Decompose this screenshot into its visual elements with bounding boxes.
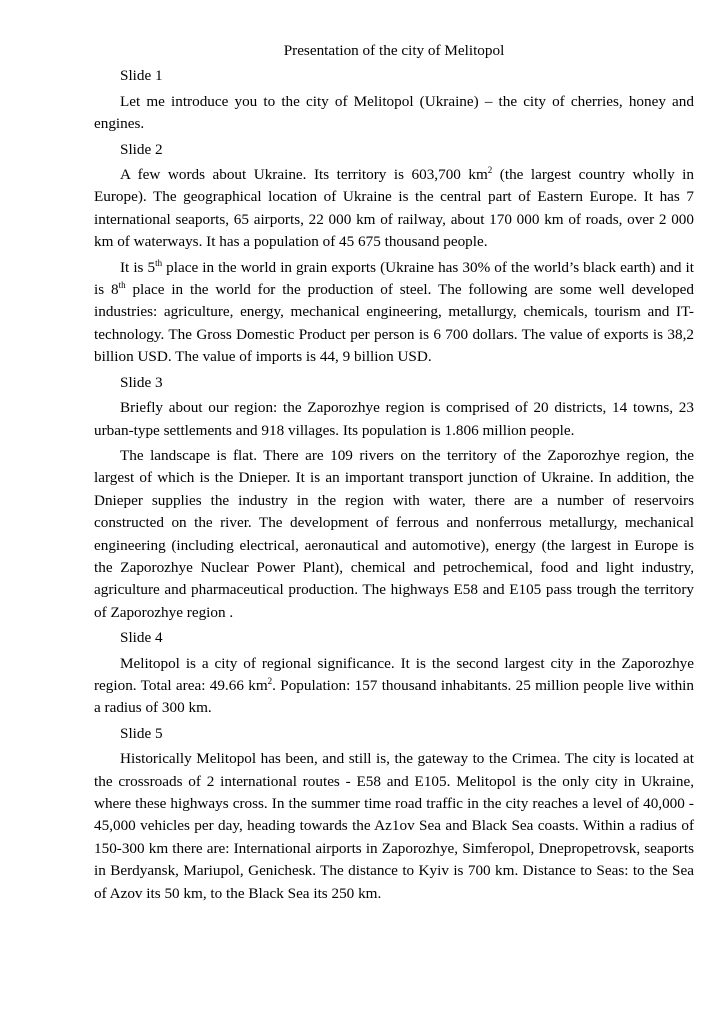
paragraph bbox=[94, 257, 694, 369]
paragraph bbox=[94, 748, 694, 905]
paragraph bbox=[94, 397, 694, 442]
paragraph-text: The landscape is flat. There are 109 rivers on the territory of the Zaporozhye region, the largest of which is the Dnieper. It is an important transport junction of Ukraine. In addition, the Dnieper supplies the industry in the region with water, there are a number of reservoirs constructed on the river. The development of ferrous and nonferrous metallurgy, mechanical engineering (including electrical, aeronautical and automotive), energy (the largest in Europe is the Zaporozhye Nuclear Power Plant), chemical and petrochemical, food and light industry, agriculture and pharmaceutical production. The highways E58 and E105 pass trough the territory of Zaporozhye region . bbox=[94, 446, 694, 621]
paragraph bbox=[94, 91, 694, 136]
paragraph-text: Let me introduce you to the city of Melitopol (Ukraine) – the city of cherries, honey and engines. bbox=[94, 92, 694, 133]
paragraph-text: Melitopol is a city of regional significance. It is the second largest city in the Zaporozhye region. Total area: 49.66 km bbox=[94, 654, 694, 694]
paragraph bbox=[94, 164, 694, 254]
paragraph bbox=[94, 445, 694, 624]
document-body bbox=[94, 65, 694, 905]
slide-heading: Slide 5 bbox=[120, 724, 163, 742]
paragraph-text: Briefly about our region: the Zaporozhye region is comprised of 20 districts, 14 towns, 23 urban-type settlements and 918 villages. Its population is 1.806 million people. bbox=[94, 399, 694, 439]
paragraph-text: A few words about Ukraine. Its territory is 603,700 km bbox=[120, 166, 488, 184]
superscript: 2 bbox=[267, 675, 273, 686]
superscript: th bbox=[155, 257, 163, 268]
slide-heading: Slide 1 bbox=[120, 67, 163, 85]
paragraph-text: (the largest country wholly in Europe). The geographical location of Ukraine is the central part of Eastern Europe. It has 7 international seaports, 65 airports, 22 000 km of railway, about 170 000 km of roads, over 2 000 km of waterways. It has a population of 45 675 thousand people. bbox=[94, 166, 694, 251]
paragraph-text: place in the world in grain exports (Ukraine has 30% of the world’s black earth) and it is 8 bbox=[94, 258, 694, 299]
slide-heading: Slide 2 bbox=[120, 140, 163, 158]
paragraph-text: Historically Melitopol has been, and still is, the gateway to the Crimea. The city is located at the crossroads of 2 international routes - E58 and E105. Melitopol is the only city in Ukraine, where these highways cross. In the summer time road traffic in the city reaches a level of 40,000 - 45,000 vehicles per day, heading towards the Az1ov Sea and Black Sea coasts. Within a radius of 150-300 km there are: International airports in Zaporozhye, Simferopol, Dnepropetrovsk, seaports in Berdyansk, Mariupol, Genichesk. The distance to Kyiv is 700 km. Distance to Seas: to the Sea of Azov its 50 km, to the Black Sea its 250 km. bbox=[94, 750, 694, 902]
paragraph-text: It is 5 bbox=[120, 258, 156, 276]
paragraph-text: place in the world for the production of steel. The following are some well developed industries: agriculture, energy, mechanical engineering, metallurgy, chemicals, tourism and IT-technology. The Gross Domestic Product per person is 6 700 dollars. The value of exports is 38,2 billion USD. The value of imports is 44, 9 billion USD. bbox=[94, 281, 694, 366]
superscript: th bbox=[118, 280, 126, 291]
page-title: Presentation of the city of Melitopol bbox=[283, 42, 505, 59]
slide-heading: Slide 3 bbox=[120, 373, 163, 391]
paragraph bbox=[94, 653, 694, 720]
slide-heading: Slide 4 bbox=[120, 629, 163, 647]
paragraph-text: . Population: 157 thousand inhabitants. 25 million people live within a radius of 300 km. bbox=[94, 676, 694, 717]
superscript: 2 bbox=[487, 165, 493, 176]
